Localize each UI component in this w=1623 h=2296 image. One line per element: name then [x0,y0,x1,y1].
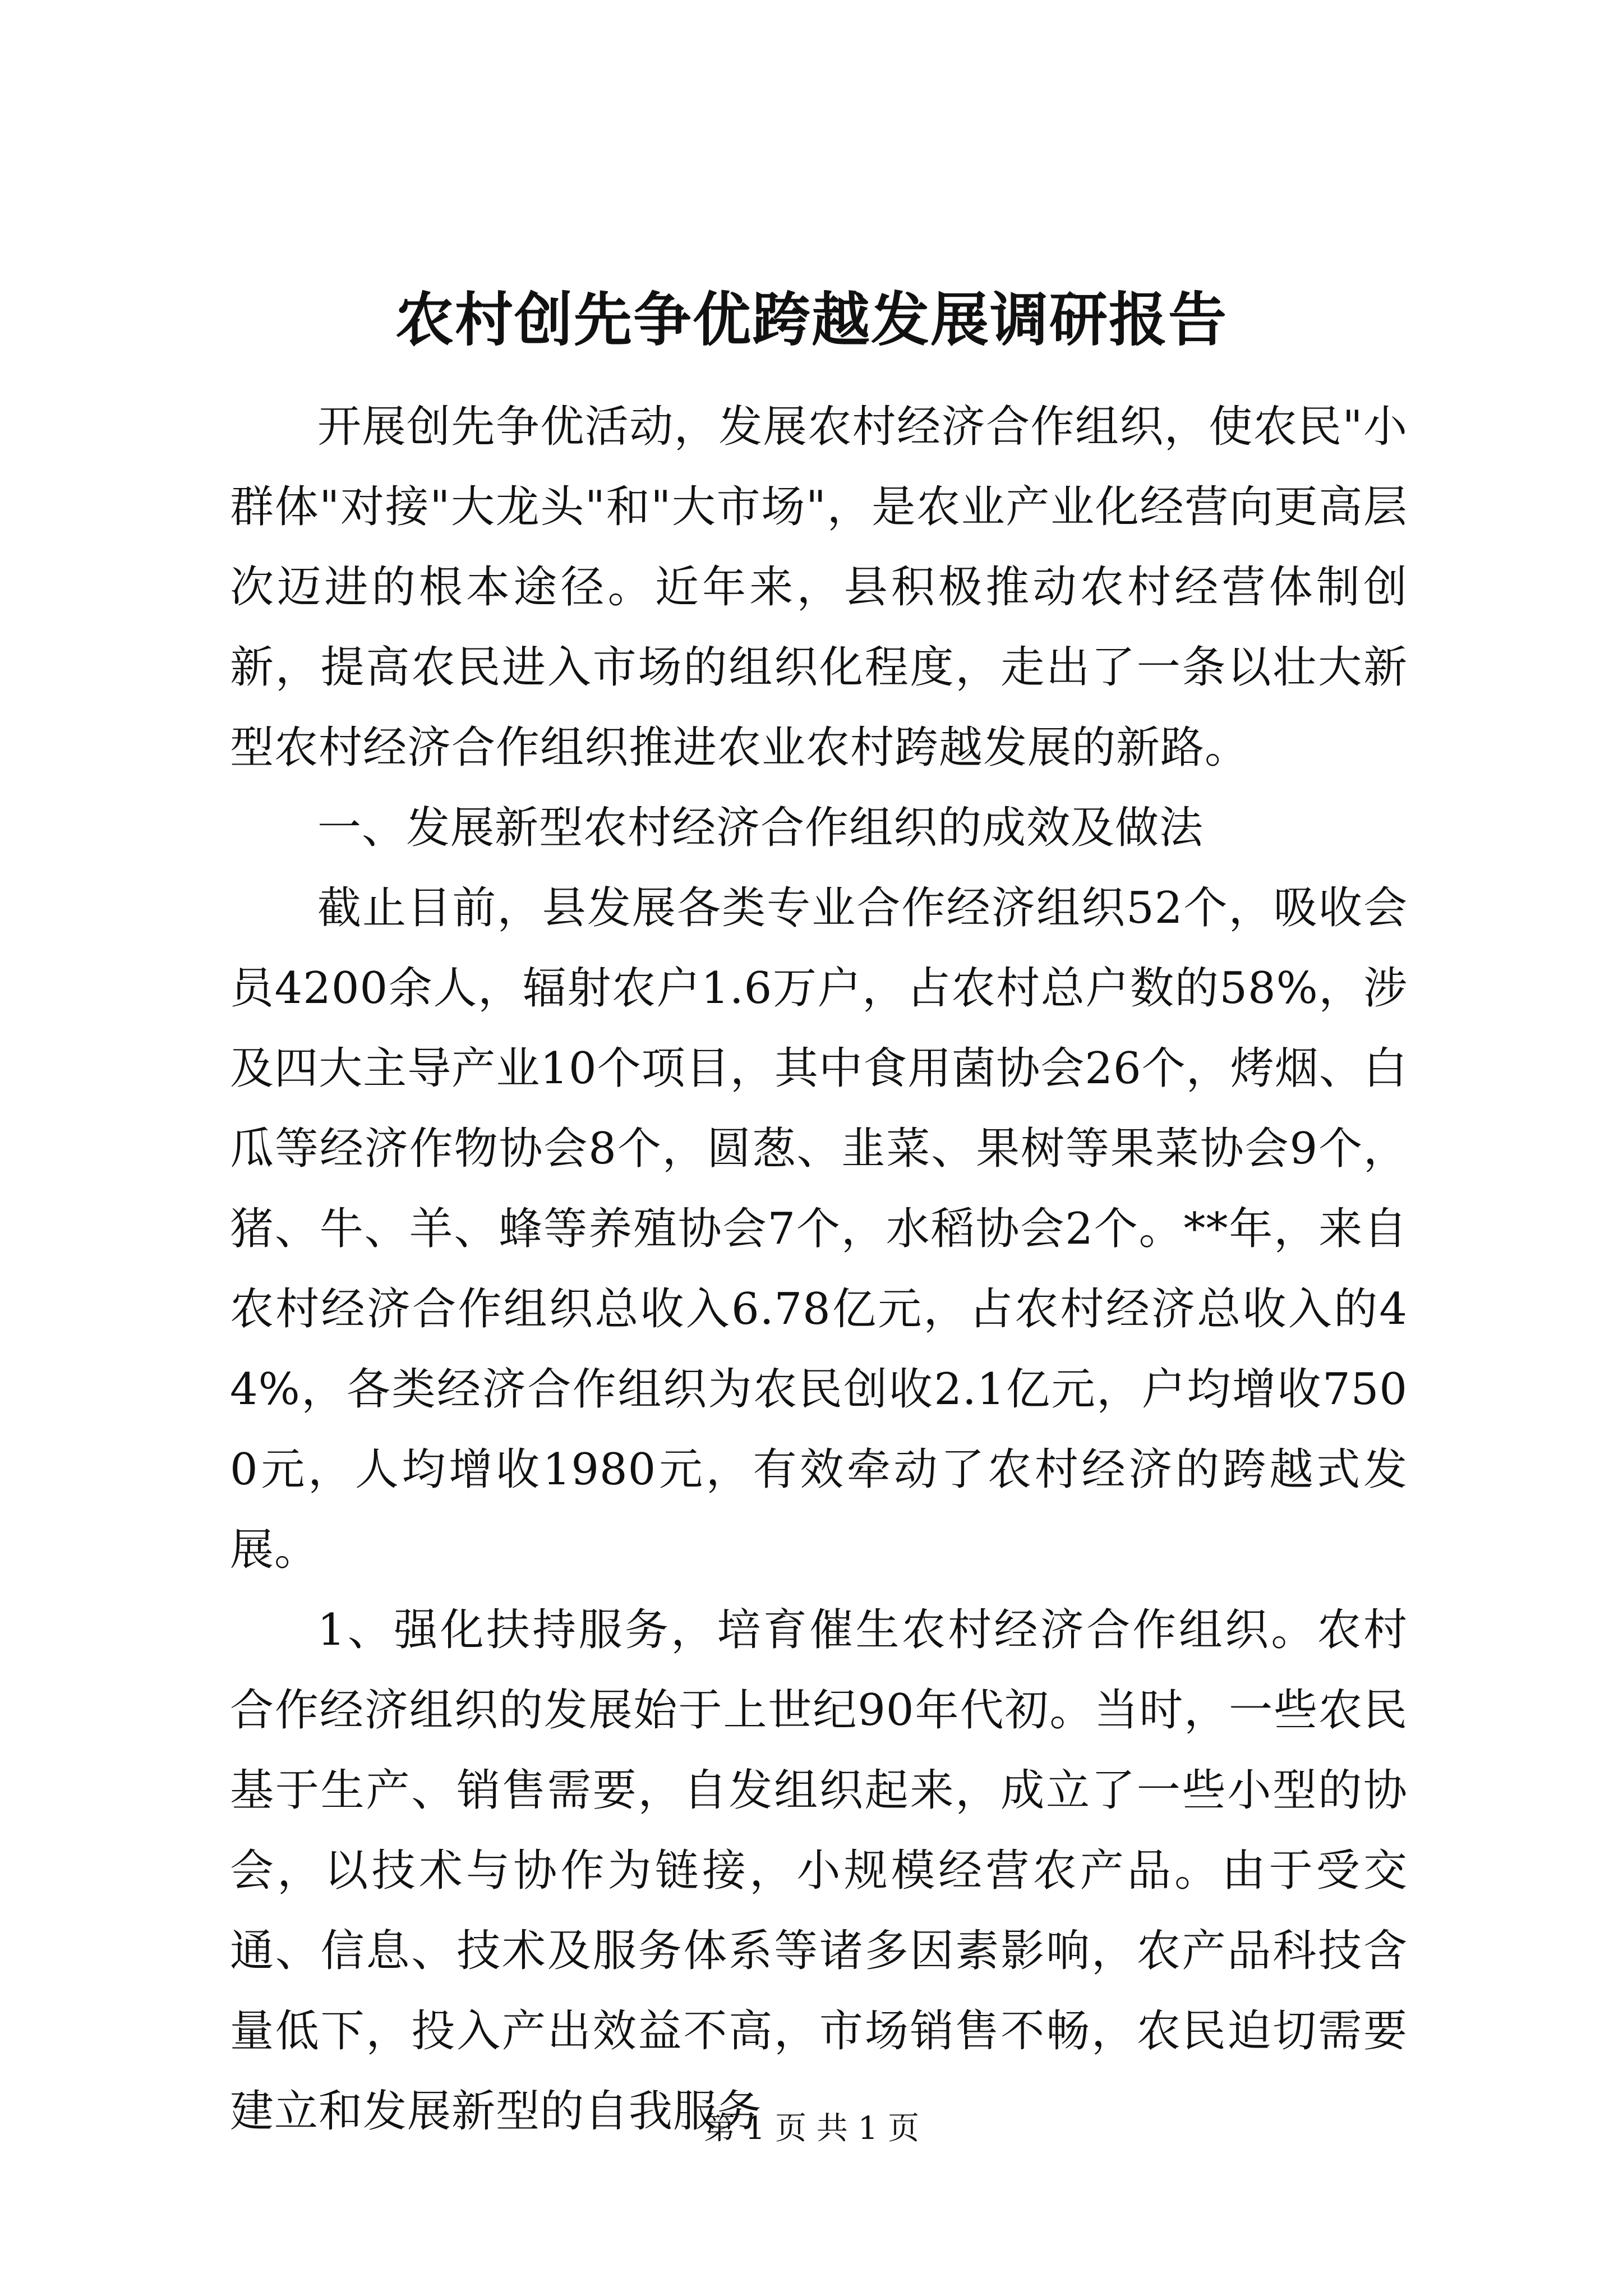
document-body [230,387,1408,2152]
paragraph-point-1: 1、强化扶持服务，培育催生农村经济合作组织。农村合作经济组织的发展始于上世纪90年代初。当时，一些农民基于生产、销售需要，自发组织起来，成立了一些小型的协会，以技术与协作为链接，小规模经营农产品。由于受交通、信息、技术及服务体系等诸多因素影响，农产品科技含量低下，投入产出效益不高，市场销售不畅，农民迫切需要建立和发展新型的自我服务 [230,1605,1408,2137]
paragraph-statistics: 截止目前，县发展各类专业合作经济组织52个，吸收会员4200余人，辐射农户1.6万户，占农村总户数的58%，涉及四大主导产业10个项目，其中食用菌协会26个，烤烟、白瓜等经济作物协会8个，圆葱、韭菜、果树等果菜协会9个，猪、牛、羊、蜂等养殖协会7个，水稻协会2个。**年，来自农村经济合作组织总收入6.78亿元，占农村经济总收入的44%，各类经济合作组织为农民创收2.1亿元，户均增收7500元，人均增收1980元，有效牵动了农村经济的跨越式发展。 [230,883,1408,1575]
document-title: 农村创先争优跨越发展调研报告 [395,285,1228,354]
page-footer: 第 1 页 共 1 页 [703,2110,920,2147]
paragraph-intro: 开展创先争优活动，发展农村经济合作组织，使农民"小群体"对接"大龙头"和"大市场"，是农业产业化经营向更高层次迈进的根本途径。近年来，县积极推动农村经营体制创新，提高农民进入市场的组织化程度，走出了一条以壮大新型农村经济合作组织推进农业农村跨越发展的新路。 [230,402,1408,773]
section-heading-1: 一、发展新型农村经济合作组织的成效及做法 [317,803,1204,853]
